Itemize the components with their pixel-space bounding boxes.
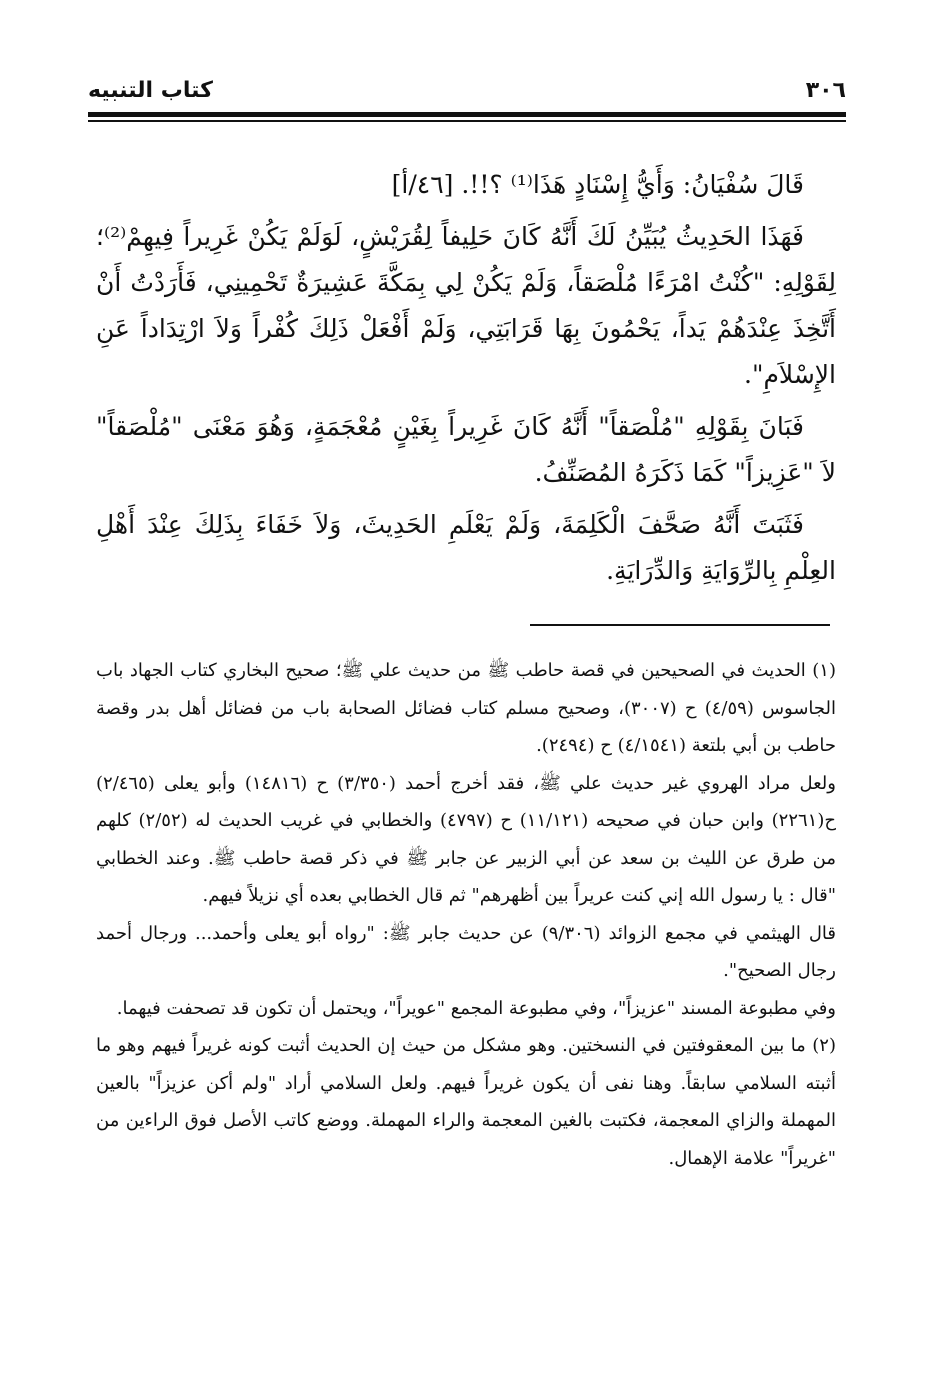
footnote-separator	[530, 624, 830, 626]
footnote: (٢) ما بين المعقوفتين في النسختين. وهو مشكل من حيث إن الحديث أثبت كونه غريراً فيهم وهو ما أثبته السلامي سابقاً. وهنا نفى أن يكون غريراً فيهم. ولعل السلامي أراد "ولم أكن عزيزاً" بالعين المهملة والزاي المعجمة، فكتبت بالغين المعجمة والراء المهملة. ووضع كاتب الأصل فوق الراءين من "غريراً" علامة الإهمال.	[96, 1035, 836, 1169]
paragraph: فَهَذَا الحَدِيثُ يُبَيِّنُ لَكَ أَنَّهُ كَانَ حَلِيفاً لِقُرَيْشٍ، لَوَلَمْ يَكُنْ غَرِيراً فِيهِمْ⁽²⁾؛ لِقَوْلِهِ: "كُنْتُ امْرَءًا مُلْصَقاً، وَلَمْ يَكُنْ لِي بِمَكَّةَ عَشِيرَةٌ تَحْمِينِي، فَأَرَدْتُ أَنْ أَتَّخِذَ عِنْدَهُمْ يَداً، يَحْمُونَ بِهَا قَرَابَتِي، وَلَمْ أَفْعَلْ ذَلِكَ كُفْراً وَلاَ ارْتِدَاداً عَنِ الإِسْلاَمِ".	[96, 222, 836, 389]
paragraph: فَثَبَتَ أَنَّهُ صَحَّفَ الْكَلِمَةَ، وَلَمْ يَعْلَمِ الحَدِيثَ، وَلاَ خَفَاءَ بِذَلِكَ عِنْدَ أَهْلِ العِلْمِ بِالرِّوَايَةِ وَالدِّرَايَةِ.	[96, 510, 836, 585]
footnote-continuation: وفي مطبوعة المسند "عزيزاً"، وفي مطبوعة المجمع "عويراً"، ويحتمل أن تكون قد تصحفت فيهما.	[116, 997, 836, 1019]
footnote-continuation: قال الهيثمي في مجمع الزوائد (٩/٣٠٦) عن حديث جابر ﷺ: "رواه أبو يعلى وأحمد... ورجال أحمد رجال الصحيح".	[96, 922, 836, 981]
running-title: كتاب التنبيه	[88, 78, 213, 103]
header-rule-thin	[88, 120, 846, 122]
paragraph: فَبَانَ بِقَوْلِهِ "مُلْصَقاً" أَنَّهُ كَانَ غَرِيراً بِغَيْنٍ مُعْجَمَةٍ، وَهُوَ مَعْنَى "مُلْصَقاً" لاَ "عَزِيزاً" كَمَا ذَكَرَهُ المُصَنِّفُ.	[96, 412, 836, 487]
footnote-continuation: ولعل مراد الهروي غير حديث علي ﷺ، فقد أخرج أحمد (٣/٣٥٠) ح (١٤٨١٦) وأبو يعلى (٢/٤٦٥) ح(٢٢٦١) وابن حبان في صحيحه (١١/١٢١) ح (٤٧٩٧) والخطابي في غريب الحديث له (٢/٥٢) كلهم من طرق عن الليث بن سعد عن أبي الزبير عن جابر ﷺ في ذكر قصة حاطب ﷺ. وعند الخطابي "قال : يا رسول الله إني كنت عريراً بين أظهرهم" ثم قال الخطابي بعده أي نزيلاً فيهم.	[96, 772, 836, 906]
main-text	[96, 162, 836, 600]
header-rule-thick	[88, 112, 846, 117]
paragraph: قَالَ سُفْيَانُ: وَأَيُّ إِسْنَادٍ هَذَا⁽¹⁾ ؟!!. [٤٦/أ]	[391, 170, 804, 199]
footnotes	[96, 652, 836, 1177]
running-header	[88, 78, 846, 112]
footnote: (١) الحديث في الصحيحين في قصة حاطب ﷺ من حديث علي ﷺ؛ صحيح البخاري كتاب الجهاد باب الجاسوس (٤/٥٩) ح (٣٠٠٧)، وصحيح مسلم كتاب فضائل الصحابة باب من فضائل أهل بدر وقصة حاطب بن أبي بلتعة (٤/١٥٤١) ح (٢٤٩٤).	[96, 660, 837, 756]
page-number: ٣٠٦	[805, 78, 846, 103]
